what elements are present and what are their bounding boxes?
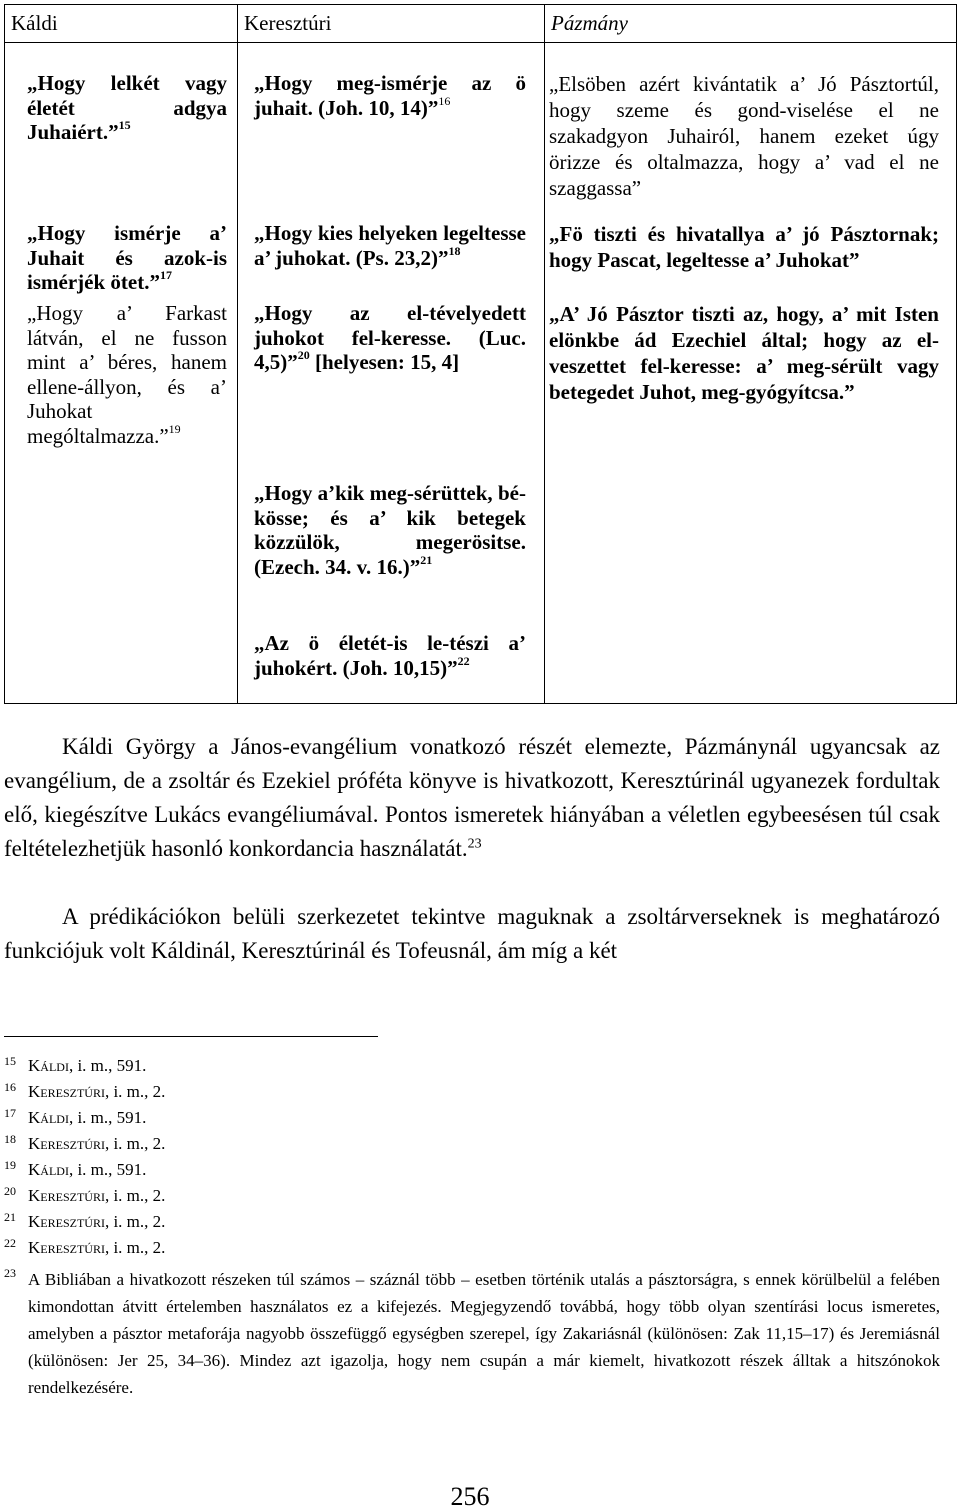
table-header-row	[5, 5, 957, 43]
kereszturi-quote-2: „Hogy kies helyeken legeltesse a’ juhokat. (Ps. 23,2)”$^{18}$	[254, 221, 526, 270]
footnote-ref: 20	[297, 348, 310, 362]
column-header-pazmany: Pázmány	[545, 5, 957, 43]
kereszturi-quote-5: „Az ö életét-is le-tészi a’ juhokért. (Joh. 10,15)”$^{22}$	[254, 631, 526, 680]
kaldi-quote-1: „Hogy lelkét vagy életét adgya Juhaiért.”$^{15}$	[27, 71, 227, 144]
footnote-ref: 19	[168, 421, 181, 436]
kereszturi-quote-3: „Hogy az el-tévelyedett juhokot fel-keresse. (Luc. 4,5)”$^{20}$ [helyesen: 15, 4]	[254, 301, 526, 374]
footnote-ref: 23	[467, 836, 482, 852]
kereszturi-quote-1: „Hogy meg-ismérje az ö juhait. (Joh. 10, 14)”$^{16}$	[254, 71, 526, 120]
footnote-ref: 18	[448, 243, 461, 258]
page-number: 256	[450, 1482, 490, 1511]
column-header-kereszturi: Keresztúri	[238, 5, 545, 43]
table-body-row	[5, 43, 957, 704]
kereszturi-cell	[238, 43, 545, 704]
comparison-table	[4, 4, 957, 704]
body-paragraph-1: Káldi György a János-evangélium vonatkozó részét elemezte, Pázmánynál ugyancsak az evangélium, de a zsoltár és Ezekiel próféta könyve is hivatkozott, Keresztúrinál ugyanezek fordultak elő, kiegészítve Lukács evangéliumával. Pontos ismeretek hiányában a véletlen egybeesésen túl csak feltételezhetjük hasonló konkordancia használatát.$^{23}$	[4, 734, 940, 861]
kaldi-quote-2: „Hogy ismérje a’ Juhait és azok-is ismérjék ötet.”$^{17}$	[27, 221, 227, 294]
body-paragraph-2: A prédikációkon belüli szerkezetet tekintve maguknak a zsoltárverseknek is meghatározó funkciójuk volt Káldinál, Keresztúrinál és Tofeusnál, ám míg a két	[4, 904, 940, 963]
footnote-ref: 17	[159, 268, 172, 282]
kereszturi-quote-4: „Hogy a’kik meg-sérüttek, bé-kösse; és a’ kik betegek közzülök, megerösitse. (Ezech. 34. v. 16.)”$^{21}$	[254, 481, 526, 579]
footnote-separator	[4, 1036, 378, 1037]
footnote-ref: 16	[438, 93, 451, 108]
pazmany-cell	[545, 43, 957, 704]
column-header-kaldi: Káldi	[5, 5, 238, 43]
footnote-ref: 21	[420, 552, 433, 567]
pazmany-quote-2: „Fö tiszti és hivatallya a’ jó Pásztornak; hogy Pascat, legeltesse a’ Juhokat”	[549, 222, 939, 272]
kaldi-quote-3: „Hogy a’ Farkast látván, el ne fusson mint a’ béres, hanem ellene-állyon, és a’ Juhokat mególtalmazza.”$^{19}$	[27, 301, 227, 448]
pazmany-quote-1: „Elsöben azért kivántatik a’ Jó Pásztortúl, hogy szeme és gond-viselése el ne szakadgyon Juhairól, hanem ezeket úgy örizze és oltalmazza, hogy a’ vad el ne szaggassa”	[549, 72, 939, 200]
kaldi-cell	[5, 43, 238, 704]
book-page: Káldi Keresztúri Pázmány „Hogy lelkét vagy életét adgya Juhaiért.”$^{15}$ „Hogy ismérje a’ Juhait és azok-is ismérjék ötet.”$^{17}$ „Hogy a’ Farkast látván, el ne fusson mint a’ béres, hanem ellene-állyon, és a’ Juhokat mególtalmazza.”$^{19}$ „Hogy meg-ismérje az ö juhait. (Joh. 10, 14)”$^{16}$ „Hogy kies helyeken legeltesse a’ juhokat. (Ps. 23,2)”$^{18}$ „Hogy az el-tévelyedett juhokot fel-keresse. (Luc. 4,5)”$^{20}$ [helyesen: 15, 4] „Hogy a’kik meg-sérüttek, bé-kösse; és a’ kik betegek közzülök, megerösitse. (Ezech. 34. v. 16.)”$^{21}$ „Az ö életét-is le-tészi a’ juhokért. (Joh. 10,15)”$^{22}$ „Elsöben azért kivántatik a’ Jó Pásztortúl, hogy szeme és gond-viselése el ne szakadgyon Juhairól, hanem ezeket úgy örizze és oltalmazza, hogy a’ vad el ne szaggassa” „Fö tiszti és hivatallya a’ jó Pásztornak; hogy Pascat, legeltesse a’ Juhokat” „A’ Jó Pásztor tiszti az, hogy, a’ mit Isten elönkbe ád Ezechiel által; hogy az el-veszettet fel-keresse: a’ meg-sérült vagy betegedet Juhot, meg-gyógyítcsa.” Káldi György a János-evangélium vonatkozó részét elemezte, Pázmánynál ugyancsak az evangélium, de a zsoltár és Ezekiel próféta könyve is hivatkozott, Keresztúrinál ugyanezek fordultak elő, kiegészítve Lukács evangéliumával. Pontos ismeretek hiányában a véletlen egybeesésen túl csak feltételezhetjük hasonló konkordancia használatát.$^{23}$ A prédikációkon belüli szerkezetet tekintve maguknak a zsoltárverseknek is meghatározó funkciójuk volt Káldinál, Keresztúrinál és Tofeusnál, ám míg a két 15 Káldi, i. m., 591. 16 Keresztúri, i. m., 2. 17 Káldi, i. m., 591. 18 Keresztúri, i. m., 2. 19 Káldi, i. m., 591. 20 Keresztúri, i. m., 2. 21 Keresztúri, i. m., 2. 22 Keresztúri, i. m., 2. 23 A Bibliában a hivatkozott részeken túl számos – száznál több – esetben történik utalás a pásztorságra, s ennek körülbelül a felében kimondottan átvitt értelemben használatos ez a kifejezés. Megjegyzendő továbbá, hogy több olyan szentírási locus ismeretes, amelyben a pásztor metaforája nagyobb összefüggő egységben szerepel, így Zakariásnál (különösen: Zak 11,15–17) és Jeremiásnál (különösen: Jer 25, 34–36). Mindez azt igazolja, hogy nem csupán a már kiemelt, hivatkozott részek álltak a hitszónokok rendelkezésére. 256	[0, 0, 960, 1510]
pazmany-quote-3: „A’ Jó Pásztor tiszti az, hogy, a’ mit Isten elönkbe ád Ezechiel által; hogy az el-veszettet fel-keresse: a’ meg-sérült vagy betegedet Juhot, meg-gyógyítcsa.”	[549, 302, 939, 404]
footnote-ref: 15	[118, 118, 131, 132]
footnote-ref: 22	[457, 653, 470, 668]
